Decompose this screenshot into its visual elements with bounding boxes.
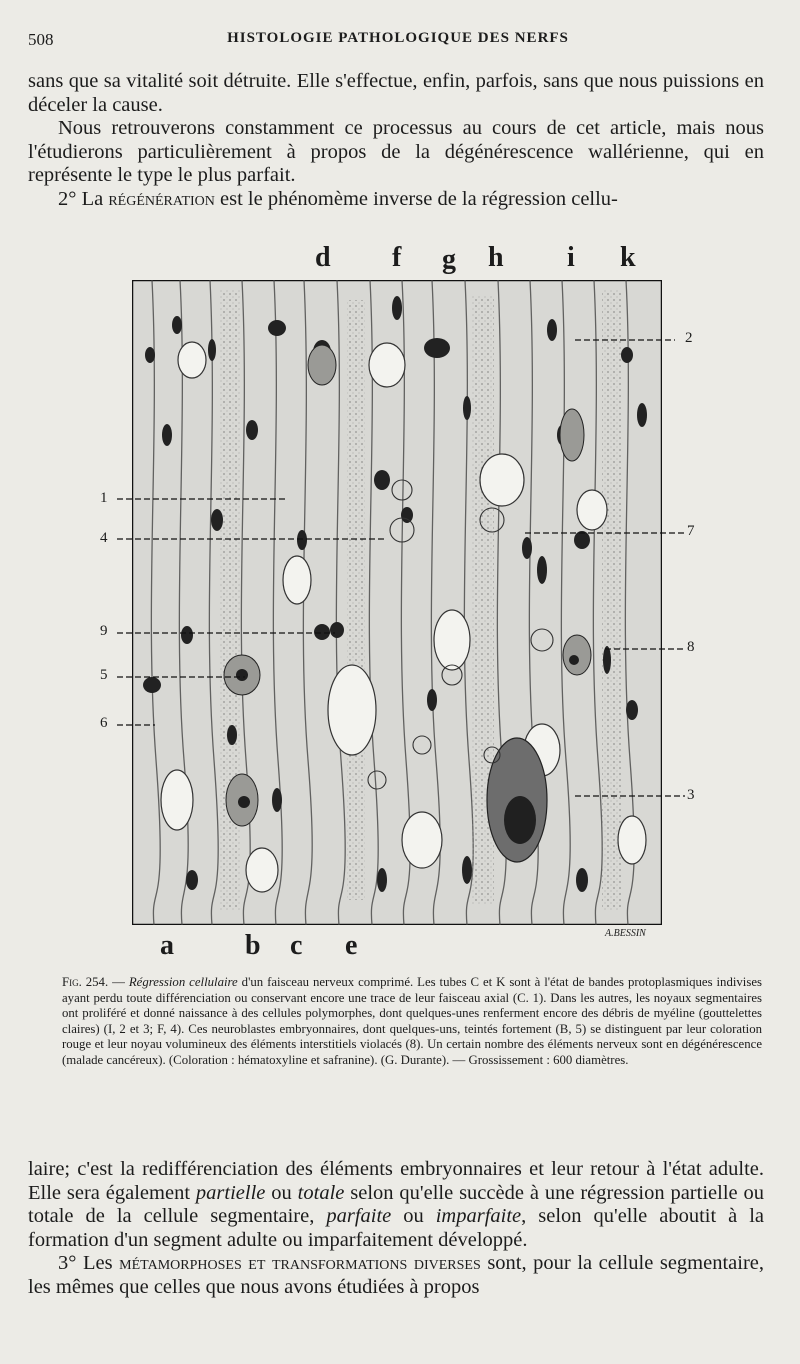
callout-right-3: 3 [687, 787, 695, 803]
paragraph-text: ou [403, 1205, 424, 1227]
paragraph-text: Nous retrouverons constamment ce processus au cours de cet article, mais nous l'étudierons particulièrement à propos de la dégénérescence wallérienne, qui en représente le type le plus parfait. [28, 117, 764, 186]
caption-title: Régression cellulaire [128, 975, 238, 989]
fig-letter-f: f [392, 242, 402, 273]
paragraph-text: est le phénomème inverse de la régression cellu- [220, 187, 618, 210]
fig-letter-b: b [245, 930, 261, 961]
paragraph [28, 1252, 764, 1299]
fig-letter-h: h [488, 242, 504, 273]
italic-term: parfaite [326, 1205, 392, 1227]
paragraph-text: selon qu'elle succède à une régression partielle ou totale de la cellule segmentaire, [28, 1181, 765, 1227]
italic-term: imparfaite [435, 1205, 522, 1227]
fig-letter-g: g [442, 244, 456, 275]
callout-left-5: 5 [100, 667, 108, 683]
fig-letter-a: a [160, 930, 174, 961]
callout-left-1: 1 [100, 490, 108, 506]
fig-letter-d: d [315, 242, 331, 273]
callout-right-7: 7 [687, 523, 695, 539]
bottom-text-block [28, 1158, 764, 1299]
italic-term: partielle [195, 1181, 266, 1204]
fig-letter-c: c [290, 930, 303, 961]
figure-caption: Fig. 254. — Régression cellulaire d'un faisceau nerveux comprimé. Les tubes C et K sont à l'état de bandes protoplasmiques indivises ayant perdu toute différenciation ou conservant encore une trace de leur faisceau axial (C. 1). Dans les autres, les noyaux segmentaires ont proliféré et donné naissance à des cellules polymorphes, dont quelques-unes renferment encore des débris de myéline (gouttelettes claires) (I, 2 et 3; F, 4). Ces neuroblastes embryonnaires, dont quelques-uns, teintés fortement (B, 5) se distinguent par leur coloration rouge et leur noyau volumineux des éléments interstitiels violacés (8). Un certain nombre des éléments nerveux sont en dégénérescence (malade cancéreux). (Coloration : hématoxyline et safranine). (G. Durante). — Grossissement : 600 diamètres. [62, 975, 762, 1067]
callout-lines [95, 240, 720, 965]
paragraph-text: laire; c'est la redifférenciation des éléments embryonnaires et leur retour à l'état adulte. Elle sera également [28, 1158, 764, 1204]
running-title: HISTOLOGIE PATHOLOGIQUE DES NERFS [227, 30, 569, 46]
page-number: 508 [28, 30, 54, 49]
italic-term: totale [297, 1181, 345, 1204]
callout-right-8: 8 [687, 639, 695, 655]
fig-letter-e: e [345, 930, 358, 961]
figure-bottom-letters [95, 930, 720, 962]
page-header [28, 30, 768, 54]
fig-letter-k: k [620, 242, 636, 273]
callout-left-6: 6 [100, 715, 108, 731]
paragraph [28, 1158, 764, 1252]
paragraph-text: sont, pour la cellule segmentaire, les mêmes que celles que nous avons étudiées à propos [28, 1252, 765, 1298]
callout-right-2: 2 [685, 330, 693, 346]
histology-figure [95, 240, 720, 965]
caption-label: Fig. 254. [62, 975, 109, 989]
paragraph-text: ou [271, 1181, 292, 1204]
paragraph-number: 2° La [58, 187, 104, 210]
artist-signature: A.BESSIN [605, 928, 646, 939]
paragraph: sans que sa vitalité soit détruite. Elle s'effectue, enfin, parfois, sans que nous puissions en déceler la cause. [28, 70, 764, 116]
caption-text: d'un faisceau nerveux comprimé. Les tubes C et K sont à l'état de bandes protoplasmiques indivises ayant perdu toute différenciation ou conservant encore une trace de leur faisceau axial (C. 1). Dans les autres, les noyaux segmentaires ont proliféré et donné naissance à des cellules polymorphes, dont quelques-unes renferment encore des débris de myéline (gouttelettes claires) (I, 2 et 3; F, 4). Ces neuroblastes embryonnaires, dont quelques-uns, teintés fortement (B, 5) se distinguent par leur coloration rouge et leur noyau volumineux des éléments interstitiels violacés (8). Un certain nombre des éléments nerveux sont en dégénérescence (malade cancéreux). (Coloration : hématoxyline et safranine). (G. Durante). — Grossissement : 600 diamètres. [62, 975, 762, 1067]
fig-letter-i: i [567, 242, 575, 273]
paragraph-text: , selon qu'elle aboutit à la formation d'un segment adulte ou imparfaitement développé. [28, 1205, 765, 1251]
term-smallcaps: métamorphoses et transformations diverses [119, 1252, 481, 1274]
callout-left-9: 9 [100, 623, 108, 639]
paragraph [28, 188, 764, 212]
term-smallcaps: régénération [108, 187, 215, 210]
callout-left-4: 4 [100, 530, 108, 546]
top-text-block [28, 70, 764, 211]
paragraph [28, 117, 764, 188]
paragraph-number: 3° Les [58, 1252, 113, 1274]
